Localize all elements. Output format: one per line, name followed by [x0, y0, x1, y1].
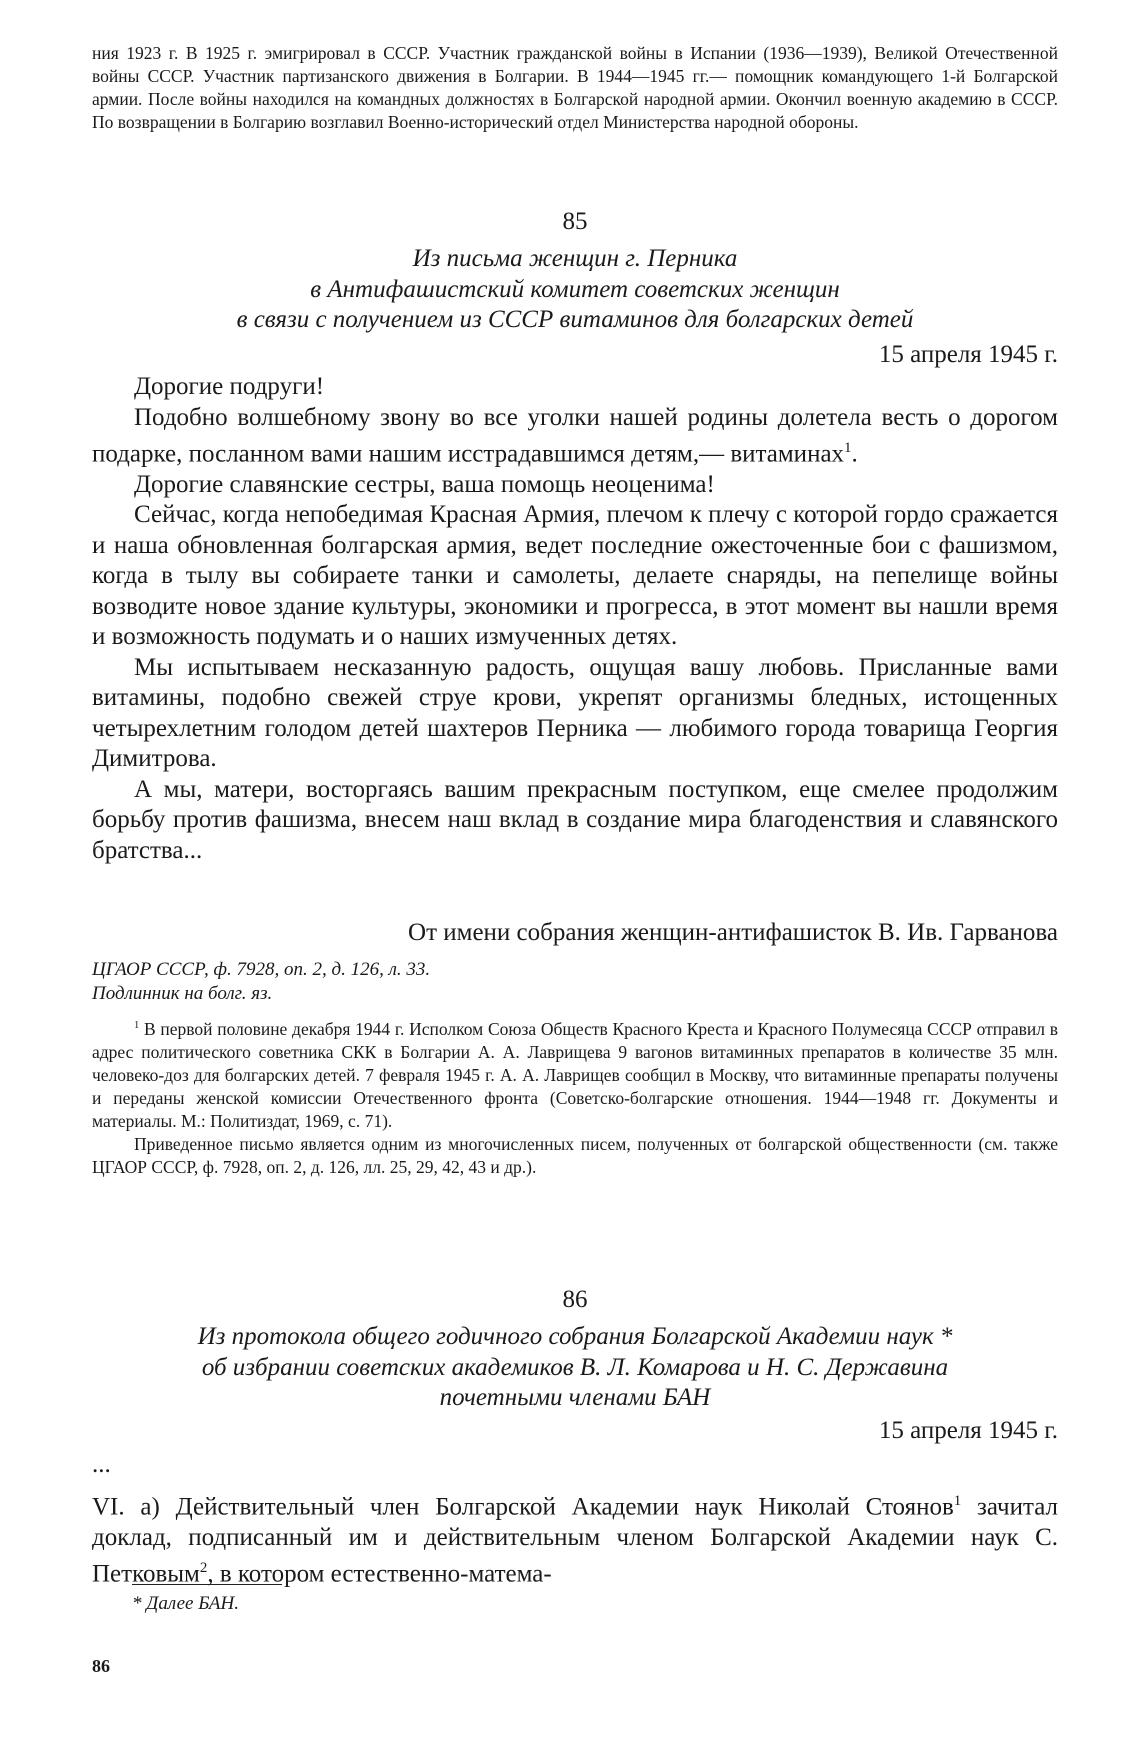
- document-86-date: 15 апреля 1945 г.: [878, 1417, 1058, 1444]
- paragraph: VI. а) Действительный член Болгарской Академии наук Николай Стоянов$^1$ зачитал доклад, подписанный им и действительным членом Болгарской Академии наук С. Петковым$^2$, в котором естественно-матема-: [92, 1493, 1058, 1588]
- footnote-ban: * Далее БАН.: [132, 1593, 239, 1614]
- title-line: в связи с получением из СССР витаминов для болгарских детей: [236, 306, 914, 333]
- title-line: Из протокола общего годичного собрания Болгарской Академии наук *: [197, 1323, 953, 1350]
- document-number-85: 85: [562, 208, 588, 235]
- archive-source: ЦГАОР СССР, ф. 7928, оп. 2, д. 126, л. 33.: [92, 959, 431, 980]
- paragraph: Дорогие славянские сестры, ваша помощь неоценима!: [134, 470, 715, 498]
- footnote: Приведенное письмо является одним из многочисленных писем, полученных от болгарской общественности (см. также ЦГАОР СССР, ф. 7928, оп. 2, д. 126, лл. 25, 29, 42, 43 и др.).: [92, 1133, 1058, 1177]
- footnote-ref: 1: [844, 440, 852, 456]
- title-line: почетными членами БАН: [439, 1384, 711, 1411]
- page-number: 86: [92, 1656, 110, 1676]
- salutation: Дорогие подруги!: [134, 373, 325, 400]
- document-number-86: 86: [562, 1286, 588, 1313]
- paragraph: Подобно волшебному звону во все уголки нашей родины долетела весть о дорогом подарке, посланном вами нашим исстрадавшимся детям,— витаминах$^1$.: [92, 403, 1058, 468]
- document-85-date: 15 апреля 1945 г.: [878, 341, 1058, 368]
- ellipsis: ...: [92, 1451, 111, 1478]
- footnote-ref: 2: [199, 1560, 208, 1577]
- paragraph: Мы испытываем несказанную радость, ощущая вашу любовь. Присланные вами витамины, подобно свежей струе крови, укрепят организмы бледных, истощенных четырехлетним голодом детей шахтеров Перника — любимого города товарища Георгия Димитрова.: [92, 653, 1058, 773]
- footnote-ref: 1: [953, 1493, 962, 1509]
- letter-body: [92, 372, 1058, 866]
- document-85-title: [92, 244, 1058, 336]
- original-language: Подлинник на болг. яз.: [92, 983, 273, 1004]
- signature: От имени собрания женщин-антифашисток В. Ив. Гарванова: [408, 919, 1058, 946]
- footnote-divider: [132, 1584, 282, 1585]
- paragraph: А мы, матери, восторгаясь вашим прекрасным поступком, еще смелее продолжим борьбу против фашизма, внесем наш вклад в создание мира благоденствия и славянского братства...: [92, 775, 1058, 864]
- document-86-title: [92, 1322, 1058, 1414]
- paragraph: Сейчас, когда непобедимая Красная Армия, плечом к плечу с которой гордо сражается и наша обновленная болгарская армия, ведет последние ожесточенные бои с фашизмом, когда в тылу вы собираете танки и самолеты, делаете снаряды, на пепелище войны возводите новое здание культуры, экономики и прогресса, в этот момент вы нашли время и возможность подумать и о наших измученных детях.: [92, 501, 1058, 651]
- footnote: $^1$ В первой половине декабря 1944 г. Исполком Союза Обществ Красного Креста и Красного Полумесяца СССР отправил в адрес политического советника СКК в Болгарии А. А. Лаврищева 9 вагонов витаминных препаратов в количестве 35 млн. человеко-доз для болгарских детей. 7 февраля 1945 г. А. А. Лаврищев сообщил в Москву, что витаминные препараты получены и переданы женской комиссии Отечественного фронта (Советско-болгарские отношения. 1944—1948 гг. Документы и материалы. М.: Политиздат, 1969, с. 71).: [92, 1018, 1058, 1131]
- footnotes-85: [92, 1014, 1058, 1179]
- title-line: об избрании советских академиков В. Л. Комарова и Н. С. Державина: [201, 1353, 949, 1381]
- title-line: Из письма женщин г. Перника: [412, 245, 738, 272]
- title-line: в Антифашистский комитет советских женщин: [310, 275, 840, 303]
- biography-note: ния 1923 г. В 1925 г. эмигрировал в СССР. Участник гражданской войны в Испании (1936—1939), Великой Отечественной войны СССР. Участник партизанского движения в Болгарии. В 1944—1945 гг.— помощник командующего 1-й Болгарской армии. После войны находился на командных должностях в Болгарской народной армии. Окончил военную академию в СССР. По возвращении в Болгарию возглавил Военно-исторический отдел Министерства народной обороны.: [92, 43, 1058, 132]
